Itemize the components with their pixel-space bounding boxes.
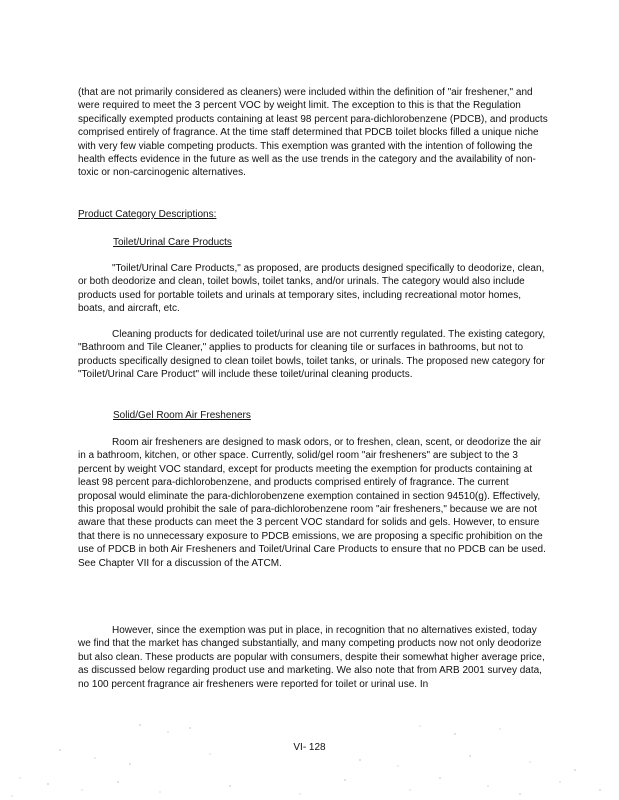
section-heading: Product Category Descriptions:: [78, 209, 217, 220]
scan-noise: [0, 720, 619, 800]
solid-gel-paragraph-2: However, since the exemption was put in place, in recognition that no alternatives existed, today we find that the market has changed substantially, and many competing products now not only deodorize but also clean. These products are popular with consumers, despite their somewhat higher average price, as discussed below regarding product use and marketing. We also note that from ARB 2001 survey data, no 100 percent fragrance air fresheners were reported for toilet or urinal use. In: [78, 625, 545, 690]
toilet-urinal-heading: Toilet/Urinal Care Products: [113, 237, 232, 248]
toilet-paragraph-1: "Toilet/Urinal Care Products," as proposed, are products designed specifically to deodorize, clean, or both deodorize and clean, toilet bowls, toilet tanks, and/or urinals. The category would also include products used for portable toilets and urinals at temporary sites, including recreational motor homes, boats, and aircraft, etc.: [78, 263, 545, 315]
solid-gel-paragraph-1: Room air fresheners are designed to mask odors, or to freshen, clean, scent, or deodorize the air in a bathroom, kitchen, or other space. Currently, solid/gel room "air fresheners" are subject to the 3 percent by weight VOC standard, except for products meeting the exemption for products containing at least 98 percent para-dichlorobenzene, and products comprised entirely of fragrance. The current proposal would eliminate the para-dichlorobenzene exemption contained in section 94510(g). Effectively, this proposal would prohibit the sale of para-dichlorobenzene room "air fresheners," because we are not aware that these products can meet the 3 percent VOC standard for solids and gels. However, to ensure that there is no unnecessary exposure to PDCB emissions, we are proposing a specific prohibition on the use of PDCB in both Air Fresheners and Toilet/Urinal Care Products to ensure that no PDCB can be used. See Chapter VII for a discussion of the ATCM.: [78, 437, 546, 569]
intro-paragraph: (that are not primarily considered as cleaners) were included within the definition of "air freshener," and were required to meet the 3 percent VOC by weight limit. The exception to this is that the Regulation specifically exempted products containing at least 98 percent para-dichlorobenzene (PDCB), and products comprised entirely of fragrance. At the time staff determined that PDCB toilet blocks filled a unique niche with very few viable competing products. This exemption was granted with the intention of following the health effects evidence in the future as well as the use trends in the category and the availability of non-toxic or non-carcinogenic alternatives.: [78, 87, 548, 179]
solid-gel-heading: Solid/Gel Room Air Fresheners: [113, 410, 251, 421]
page-number: VI- 128: [293, 742, 326, 753]
toilet-paragraph-2: Cleaning products for dedicated toilet/urinal use are not currently regulated. The existing category, "Bathroom and Tile Cleaner," applies to products for cleaning tile or surfaces in bathrooms, but not to products specifically designed to clean toilet bowls, toilet tanks, or urinals. The proposed new category for "Toilet/Urinal Care Product" will include these toilet/urinal cleaning products.: [78, 329, 546, 381]
